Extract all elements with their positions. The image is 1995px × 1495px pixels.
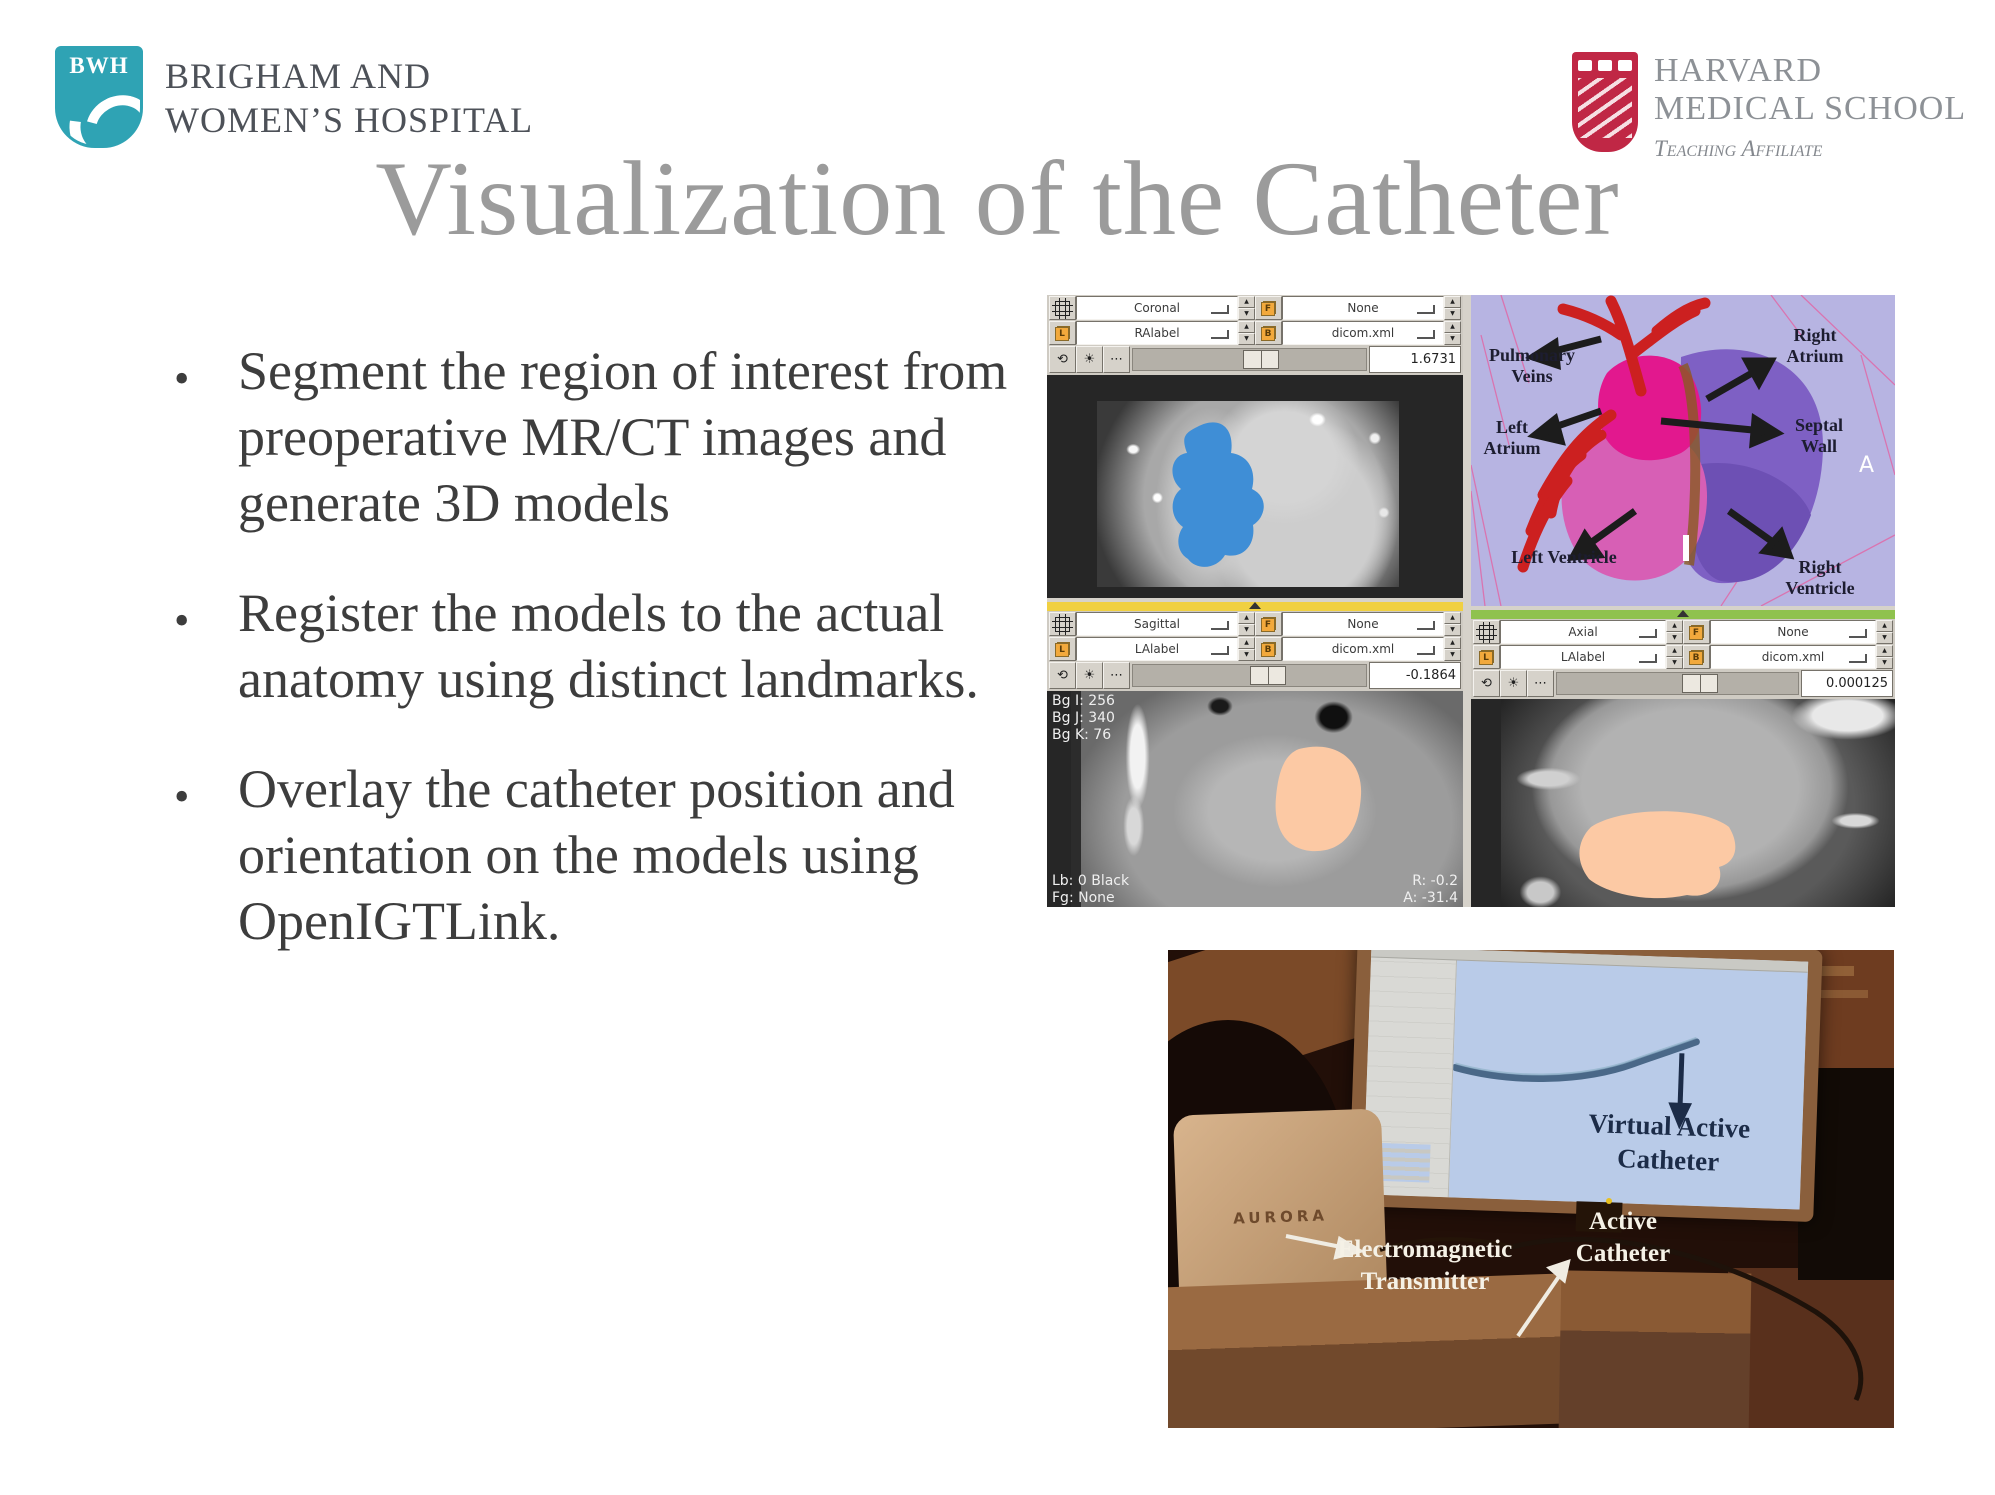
slice-orientation-icon[interactable] [1473, 620, 1500, 644]
axial-controls [1471, 619, 1895, 699]
harvard-line1: HARVARD [1654, 52, 1823, 89]
equipment-photo [1168, 950, 1894, 1428]
virtual-catheter-label: Virtual Active Catheter [1588, 1108, 1751, 1177]
labelmap-spinner[interactable]: ▲ ▼ [1666, 645, 1683, 669]
slice-orientation-icon[interactable] [1049, 296, 1076, 320]
label-layer-icon[interactable]: L [1473, 645, 1500, 669]
crest-pattern [1578, 78, 1632, 138]
background-layer-icon[interactable]: B [1255, 321, 1282, 345]
labelmap-value: LAlabel [1560, 650, 1606, 664]
slice-offset-spinner[interactable]: ▲ ▼ [1666, 620, 1683, 644]
more-options-icon[interactable]: ⋯ [1527, 670, 1554, 697]
axial-orientation-select[interactable] [1500, 620, 1666, 644]
foreground-layer-icon[interactable]: F [1255, 296, 1282, 320]
brightness-icon[interactable]: ☀ [1076, 662, 1103, 689]
axial-labelmap-select[interactable] [1500, 645, 1666, 669]
bwh-line2: WOMEN’S HOSPITAL [165, 100, 534, 140]
foreground-value: None [1347, 617, 1379, 631]
brightness-icon[interactable]: ☀ [1500, 670, 1527, 697]
axial-foreground-select[interactable] [1710, 620, 1876, 644]
background-layer-icon[interactable]: B [1255, 637, 1282, 661]
bullet-dot [160, 338, 238, 536]
sagittal-image [1047, 691, 1463, 907]
aurora-label: AURORA [1232, 1206, 1329, 1228]
background-value: dicom.xml [1331, 642, 1395, 656]
blue-segmentation-overlay [1047, 375, 1463, 598]
orientation-value: Sagittal [1133, 617, 1181, 631]
coronal-controls [1047, 295, 1463, 375]
harvard-line2: MEDICAL SCHOOL [1654, 90, 1967, 127]
slicer-viewer [1047, 295, 1895, 907]
link-icon[interactable]: ⟲ [1049, 662, 1076, 689]
coronal-background-select[interactable] [1282, 321, 1444, 345]
bwh-logo [55, 46, 533, 148]
foreground-layer-icon[interactable]: F [1255, 612, 1282, 636]
slice-offset-spinner[interactable]: ▲ ▼ [1238, 612, 1255, 636]
labelmap-spinner[interactable]: ▲ ▼ [1238, 637, 1255, 661]
labelmap-value: LAlabel [1134, 642, 1180, 656]
coronal-foreground-select[interactable] [1282, 296, 1444, 320]
labelmap-spinner[interactable]: ▲ ▼ [1238, 321, 1255, 345]
axial-highlight-strip [1471, 610, 1895, 619]
coronal-image [1047, 375, 1463, 598]
sagittal-controls [1047, 611, 1463, 691]
sagittal-background-select[interactable] [1282, 637, 1444, 661]
sagittal-slice-value[interactable]: -0.1864 [1369, 662, 1461, 689]
label-right-ventricle: Right Ventricle [1785, 557, 1855, 598]
bullet-text: Overlay the catheter position and orientation on the models using OpenIGTLink. [238, 759, 955, 951]
coronal-slice-slider[interactable] [1132, 348, 1367, 371]
crest-book-icon [1598, 60, 1612, 71]
sagittal-orientation-select[interactable] [1076, 612, 1238, 636]
label-layer-icon[interactable]: L [1049, 321, 1076, 345]
foreground-value: None [1777, 625, 1809, 639]
brightness-icon[interactable]: ☀ [1076, 346, 1103, 373]
foreground-spinner[interactable]: ▲ ▼ [1444, 296, 1461, 320]
bullet-item [160, 756, 1010, 954]
sagittal-slice-panel [1047, 602, 1463, 907]
axis-letter: A [1859, 453, 1875, 478]
bwh-shield-icon [55, 46, 143, 148]
axial-slice-value[interactable]: 0.000125 [1801, 670, 1893, 697]
background-spinner[interactable]: ▲ ▼ [1444, 637, 1461, 661]
label-left-ventricle: Left Ventricle [1511, 547, 1617, 567]
bullet-dot [160, 756, 238, 954]
transmitter-label: Electromagnetic Transmitter [1337, 1236, 1513, 1295]
bwh-wordmark [165, 46, 533, 142]
link-icon[interactable]: ⟲ [1049, 346, 1076, 373]
crest-book-icon [1578, 60, 1592, 71]
orientation-value: Coronal [1133, 301, 1181, 315]
label-pulmonary-veins: Pulmonary Veins [1488, 345, 1575, 386]
background-spinner[interactable]: ▲ ▼ [1876, 645, 1893, 669]
axial-background-select[interactable] [1710, 645, 1876, 669]
axial-image [1471, 699, 1895, 907]
bullet-item [160, 338, 1010, 536]
harvard-crest-icon [1572, 52, 1638, 152]
coronal-slice-value[interactable]: 1.6731 [1369, 346, 1461, 373]
coronal-labelmap-select[interactable] [1076, 321, 1238, 345]
labelmap-value: RAlabel [1134, 326, 1180, 340]
label-septal-wall: Septal Wall [1794, 415, 1843, 456]
label-right-atrium: Right Atrium [1786, 325, 1844, 366]
sagittal-slice-slider[interactable] [1132, 664, 1367, 687]
foreground-layer-icon[interactable]: F [1683, 620, 1710, 644]
bwh-line1: BRIGHAM AND [165, 56, 432, 96]
more-options-icon[interactable]: ⋯ [1103, 346, 1130, 373]
bwh-abbr: BWH [69, 53, 129, 78]
coronal-slice-panel [1047, 295, 1463, 598]
active-catheter-label: Active Catheter [1575, 1208, 1671, 1267]
axial-slice-panel [1471, 610, 1895, 907]
ras-overlay: R: -0.2 A: -31.4 [1403, 873, 1458, 906]
harvard-tagline: Teaching Affiliate [1654, 136, 1823, 161]
bullet-list [160, 338, 1010, 998]
background-value: dicom.xml [1331, 326, 1395, 340]
link-icon[interactable]: ⟲ [1473, 670, 1500, 697]
foreground-spinner[interactable]: ▲ ▼ [1876, 620, 1893, 644]
label-layer-icon[interactable]: L [1049, 637, 1076, 661]
sagittal-labelmap-select[interactable] [1076, 637, 1238, 661]
background-value: dicom.xml [1761, 650, 1825, 664]
peach-segmentation-overlay [1471, 699, 1895, 907]
crest-book-icon [1618, 60, 1632, 71]
bullet-text: Segment the region of interest from preoperative MR/CT images and generate 3D models [238, 341, 1008, 533]
bg-ijk-overlay: Bg I: 256 Bg J: 340 Bg K: 76 [1052, 693, 1115, 743]
catheter-cable [1168, 950, 1894, 1428]
more-options-icon[interactable]: ⋯ [1103, 662, 1130, 689]
foreground-value: None [1347, 301, 1379, 315]
background-layer-icon[interactable]: B [1683, 645, 1710, 669]
label-left-atrium: Left Atrium [1483, 417, 1541, 458]
foreground-spinner[interactable]: ▲ ▼ [1444, 612, 1461, 636]
sagittal-foreground-select[interactable] [1282, 612, 1444, 636]
bullet-item [160, 580, 1010, 712]
background-spinner[interactable]: ▲ ▼ [1444, 321, 1461, 345]
coronal-orientation-select[interactable] [1076, 296, 1238, 320]
threed-view-panel [1471, 295, 1895, 606]
bullet-dot [160, 580, 238, 712]
slide-title: Visualization of the Catheter [375, 140, 1620, 257]
bullet-text: Register the models to the actual anatomy using distinct landmarks. [238, 583, 979, 709]
orientation-value: Axial [1568, 625, 1598, 639]
slice-offset-spinner[interactable]: ▲ ▼ [1238, 296, 1255, 320]
layer-overlay: Lb: 0 Black Fg: None [1052, 873, 1130, 906]
axial-slice-slider[interactable] [1556, 672, 1799, 695]
sagittal-highlight-strip [1047, 602, 1463, 611]
slice-orientation-icon[interactable] [1049, 612, 1076, 636]
